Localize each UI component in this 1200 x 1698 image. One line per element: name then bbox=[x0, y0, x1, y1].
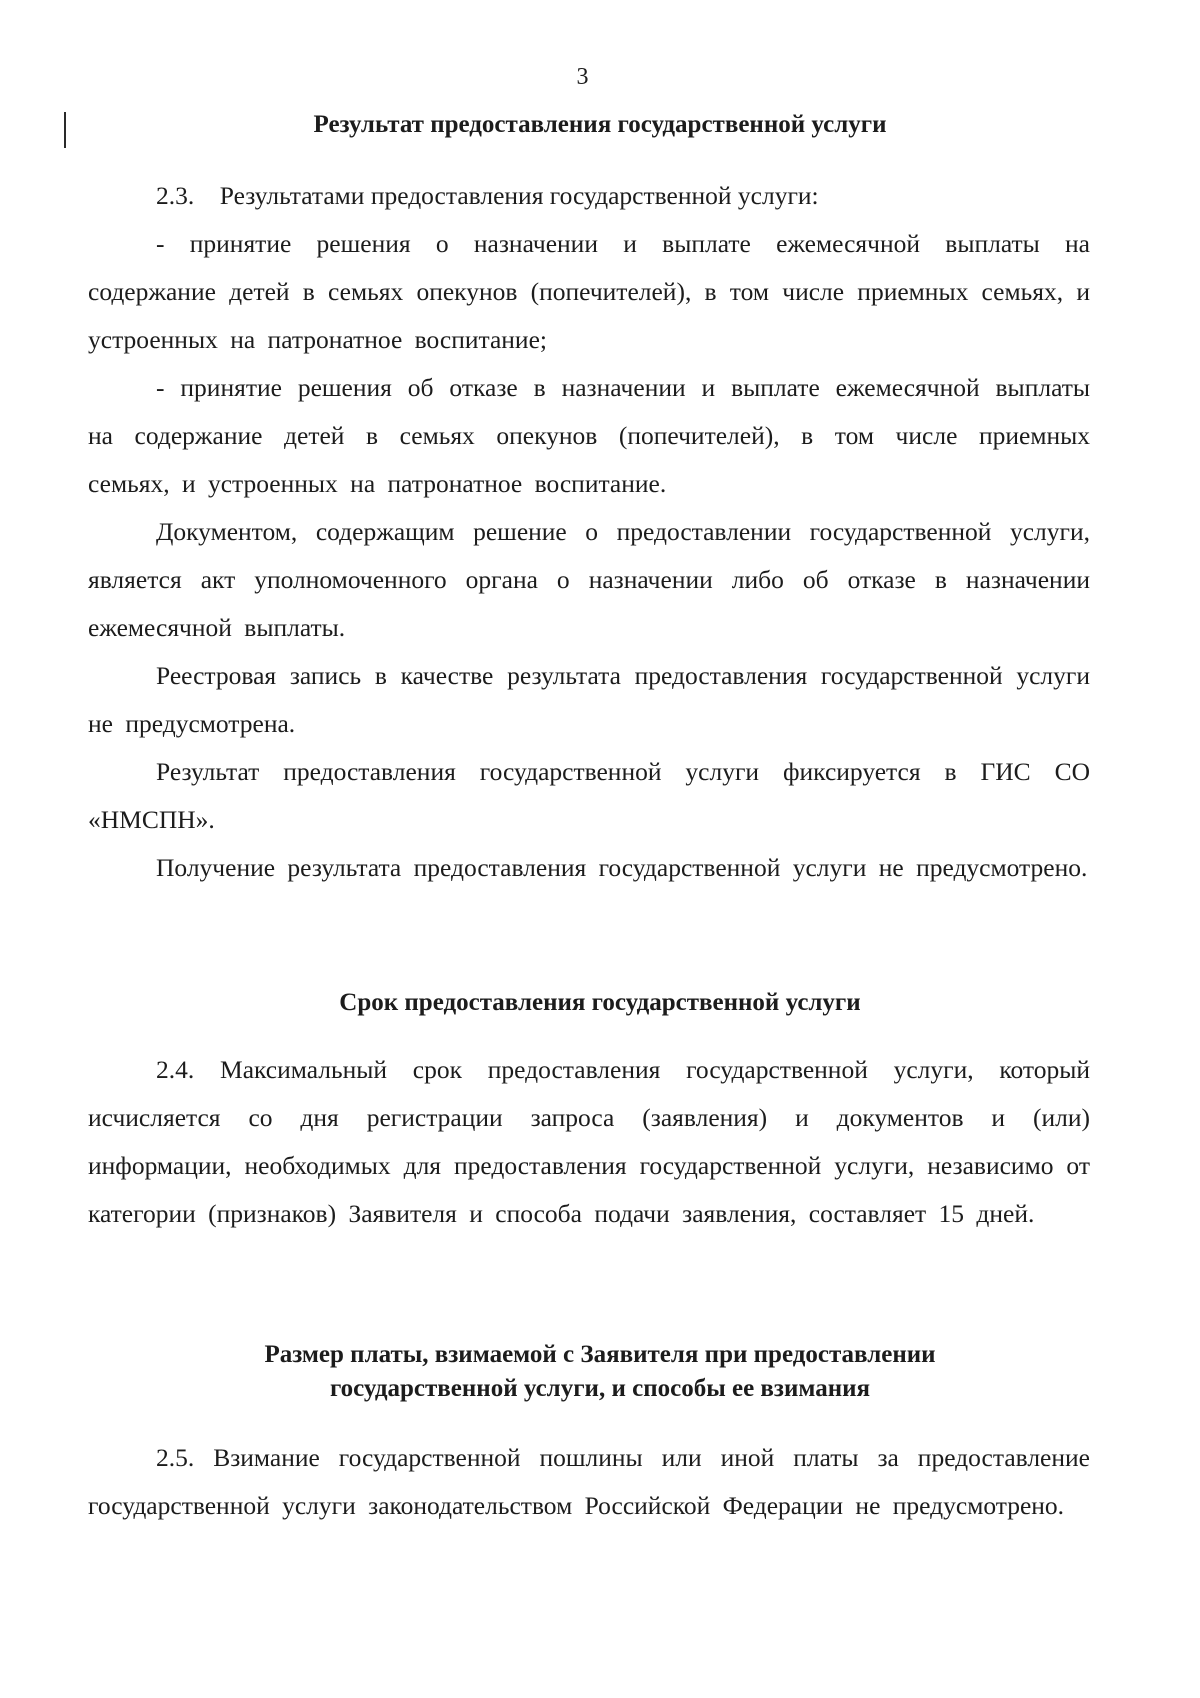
paragraph-text: Документом, содержащим решение о предоставлении государственной услуги, является акт уполномоченного органа о назначении либо об отказе в назначении ежемесячной выплаты. bbox=[88, 517, 1090, 642]
paragraph-result-receipt bbox=[88, 844, 1090, 892]
section-heading-result: Результат предоставления государственной услуги bbox=[313, 111, 887, 138]
section-heading-fee bbox=[0, 1338, 1200, 1406]
paragraph-registry-record bbox=[88, 652, 1090, 748]
paragraph-text: Реестровая запись в качестве результата предоставления государственной услуги не предусмотрена. bbox=[88, 661, 1090, 738]
paragraph-text: - принятие решения об отказе в назначении и выплате ежемесячной выплаты на содержание детей в семьях опекунов (попечителей), в том числе приемных семьях, и устроенных на патронатное воспитание. bbox=[88, 373, 1090, 498]
page-number: 3 bbox=[576, 64, 589, 90]
section-heading-term: Срок предоставления государственной услуги bbox=[339, 989, 861, 1016]
paragraph-text: 2.3. Результатами предоставления государственной услуги: bbox=[156, 181, 819, 210]
heading-line: Размер платы, взимаемой с Заявителя при предоставлении bbox=[264, 1341, 936, 1368]
paragraph-result-recorded bbox=[88, 748, 1090, 844]
paragraph-2-3-intro bbox=[88, 172, 1090, 220]
paragraph-text: - принятие решения о назначении и выплате ежемесячной выплаты на содержание детей в семьях опекунов (попечителей), в том числе приемных семьях, и устроенных на патронатное воспитание; bbox=[88, 229, 1090, 354]
paragraph-2-5-fee bbox=[88, 1434, 1090, 1530]
paragraph-text: Получение результата предоставления государственной услуги не предусмотрено. bbox=[156, 853, 1088, 882]
paragraph-text: 2.5. Взимание государственной пошлины или иной платы за предоставление государственной услуги законодательством Российской Федерации не предусмотрено. bbox=[88, 1443, 1090, 1520]
paragraph-2-4-term bbox=[88, 1046, 1090, 1238]
paragraph-text: Результат предоставления государственной услуги фиксируется в ГИС СО «НМСПН». bbox=[88, 757, 1090, 834]
heading-line: государственной услуги, и способы ее взимания bbox=[329, 1375, 871, 1402]
paragraph-result-refusal bbox=[88, 364, 1090, 508]
paragraph-decision-document bbox=[88, 508, 1090, 652]
paragraph-result-grant bbox=[88, 220, 1090, 364]
paragraph-text: 2.4. Максимальный срок предоставления государственной услуги, который исчисляется со дня регистрации запроса (заявления) и документов и (или) информации, необходимых для предоставления государственной услуги, независимо от категории (признаков) Заявителя и способа подачи заявления, составляет 15 дней. bbox=[88, 1055, 1090, 1228]
